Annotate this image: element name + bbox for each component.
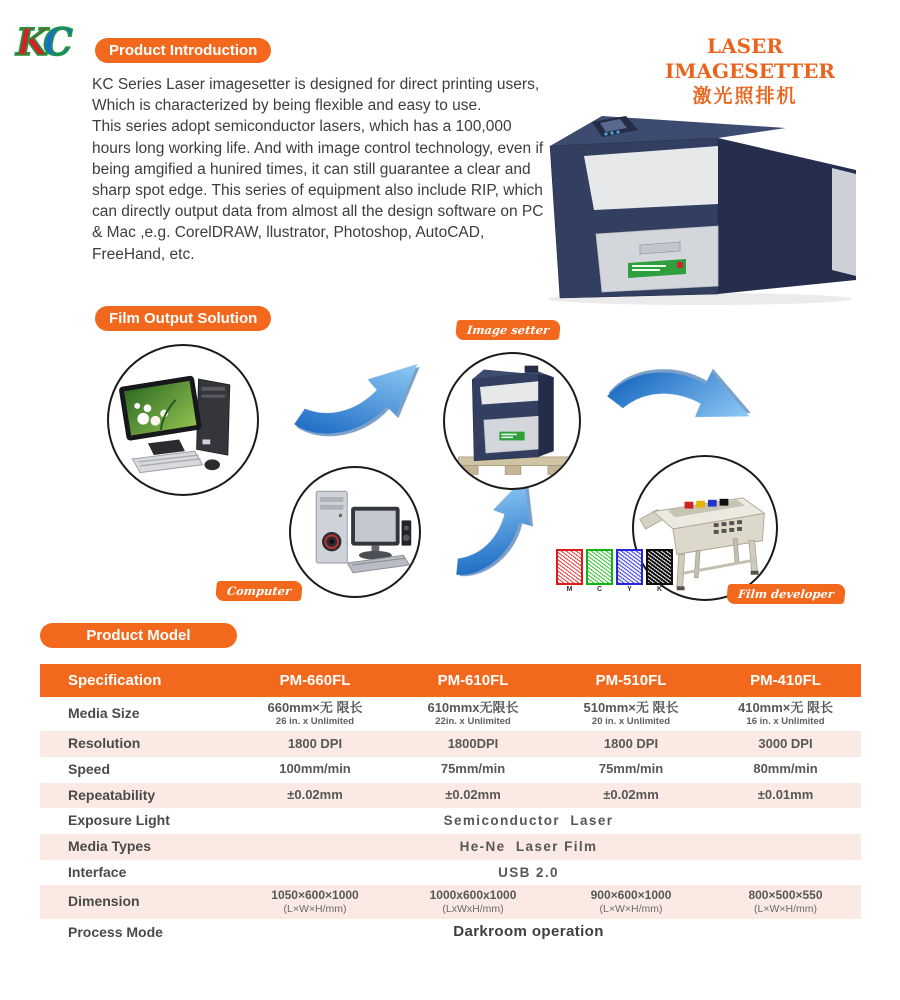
specification-table xyxy=(40,664,861,946)
table-row xyxy=(40,697,861,731)
column-header: PM-410FL xyxy=(710,664,861,697)
title-line-1: LASER xyxy=(707,34,783,58)
column-header: PM-510FL xyxy=(552,664,710,697)
spec-value: 1000x600x1000 (LxWxH/mm) xyxy=(429,888,517,915)
film-sample-magenta xyxy=(556,549,583,594)
film-sample-letter: C xyxy=(596,586,603,593)
spec-row-label: Media Size xyxy=(68,705,140,722)
film-sample-letter: M xyxy=(566,586,573,593)
intro-paragraph-1: KC Series Laser imagesetter is designed for direct printing users, Which is characterized by being flexible and easy to use. xyxy=(92,76,540,115)
spec-value: 75mm/min xyxy=(440,761,506,777)
spec-value: 1800 DPI xyxy=(603,735,659,751)
table-row xyxy=(40,919,861,946)
spec-value: ±0.01mm xyxy=(757,787,814,803)
intro-paragraph xyxy=(92,74,552,265)
section-title-film-output-solution: Film Output Solution xyxy=(95,306,271,331)
film-sample-frame xyxy=(586,549,613,585)
spec-row-label: Media Types xyxy=(68,837,151,854)
spec-value: 660mm×无 限长 26 in. x Unlimited xyxy=(267,700,363,727)
spec-table-head xyxy=(40,664,861,697)
spec-value: 75mm/min xyxy=(598,761,664,777)
flow-arrow-imagesetter-to-developer xyxy=(594,334,764,475)
spec-value: 1800 DPI xyxy=(287,735,343,751)
table-row xyxy=(40,731,861,757)
section-title-product-model: Product Model xyxy=(40,623,237,648)
logo-letter-k: K xyxy=(16,20,47,64)
spec-row-label: Exposure Light xyxy=(68,812,170,829)
kc-logo xyxy=(16,20,71,64)
table-row xyxy=(40,885,861,919)
page-title xyxy=(665,34,835,109)
spec-value-span: USB 2.0 xyxy=(498,864,559,880)
spec-value: 80mm/min xyxy=(753,761,818,777)
spec-value: 800×500×550 (L×W×H/mm) xyxy=(748,888,823,915)
imagesetter-illustration xyxy=(445,354,579,488)
spec-row-label: Resolution xyxy=(68,735,141,752)
spec-table-body xyxy=(40,697,861,946)
section-title-product-introduction: Product Introduction xyxy=(95,38,271,63)
computer-circle xyxy=(289,466,421,598)
intro-paragraph-2: This series adopt semiconductor lasers, which has a 100,000 hours long working life. And with image control technology, even if being amgified a hunired times, it can still guarantee a clear and sharp spot edge. This series of equipment also include RIP, which can directly output data from almost all the design software on PC & Mac ,e.g. CorelDRAW, llustrator, Photoshop, AutoCAD, FreeHand, etc. xyxy=(92,118,544,263)
spec-value: 1800DPI xyxy=(447,735,499,751)
spec-value: 900×600×1000 (L×W×H/mm) xyxy=(590,888,672,915)
spec-value: ±0.02mm xyxy=(603,787,659,803)
film-sample-frame xyxy=(556,549,583,585)
title-line-3-chinese: 激光照排机 xyxy=(692,85,798,107)
flow-arrow-computer-to-imagesetter xyxy=(264,341,451,451)
spec-value: 610mmx无限长 22in. x Unlimited xyxy=(427,700,519,727)
spec-row-label: Repeatability xyxy=(68,786,156,803)
computer-illustration xyxy=(291,468,419,596)
spec-value: 1050×600×1000 (L×W×H/mm) xyxy=(271,888,359,915)
film-sample-black xyxy=(646,549,673,594)
imagesetter-circle xyxy=(443,352,581,490)
table-row xyxy=(40,783,861,809)
column-header: PM-610FL xyxy=(394,664,552,697)
film-developer-label: Film developer xyxy=(726,584,846,604)
spec-row-label: Process Mode xyxy=(68,923,163,940)
spec-value: 100mm/min xyxy=(279,761,351,777)
title-line-2: IMAGESETTER xyxy=(665,59,835,83)
spec-row-label: Dimension xyxy=(68,893,140,910)
column-header: Specification xyxy=(40,664,236,697)
table-row xyxy=(40,757,861,783)
spec-value-span: He-Ne Laser Film xyxy=(459,839,598,855)
film-separation-samples xyxy=(556,549,673,594)
spec-row-label: Interface xyxy=(68,863,127,880)
film-sample-letter: Y xyxy=(627,586,632,593)
spec-value: ±0.02mm xyxy=(287,787,343,803)
film-sample-frame xyxy=(646,549,673,585)
film-sample-cyan xyxy=(586,549,613,594)
table-row xyxy=(40,808,861,834)
spec-value: 410mm×无 限长 16 in. x Unlimited xyxy=(737,700,833,727)
spec-header-row xyxy=(40,664,861,697)
workstation-illustration xyxy=(109,346,257,494)
spec-value-span: Semiconductor Laser xyxy=(443,813,614,829)
table-row xyxy=(40,860,861,886)
spec-value-span: Darkroom operation xyxy=(453,923,604,941)
film-sample-letter: K xyxy=(656,586,663,593)
computer-label: Computer xyxy=(215,581,303,601)
column-header: PM-660FL xyxy=(236,664,394,697)
film-sample-yellow xyxy=(616,549,643,594)
spec-value: ±0.02mm xyxy=(445,787,501,803)
laser-imagesetter-photo xyxy=(540,106,860,306)
spec-value: 3000 DPI xyxy=(758,735,813,751)
table-row xyxy=(40,834,861,860)
image-setter-label: Image setter xyxy=(455,320,561,340)
workstation-circle xyxy=(107,344,259,496)
logo-letter-c: C xyxy=(43,20,71,64)
spec-row-label: Speed xyxy=(68,760,111,777)
film-sample-frame xyxy=(616,549,643,585)
spec-value: 510mm×无 限长 20 in. x Unlimited xyxy=(583,700,679,727)
